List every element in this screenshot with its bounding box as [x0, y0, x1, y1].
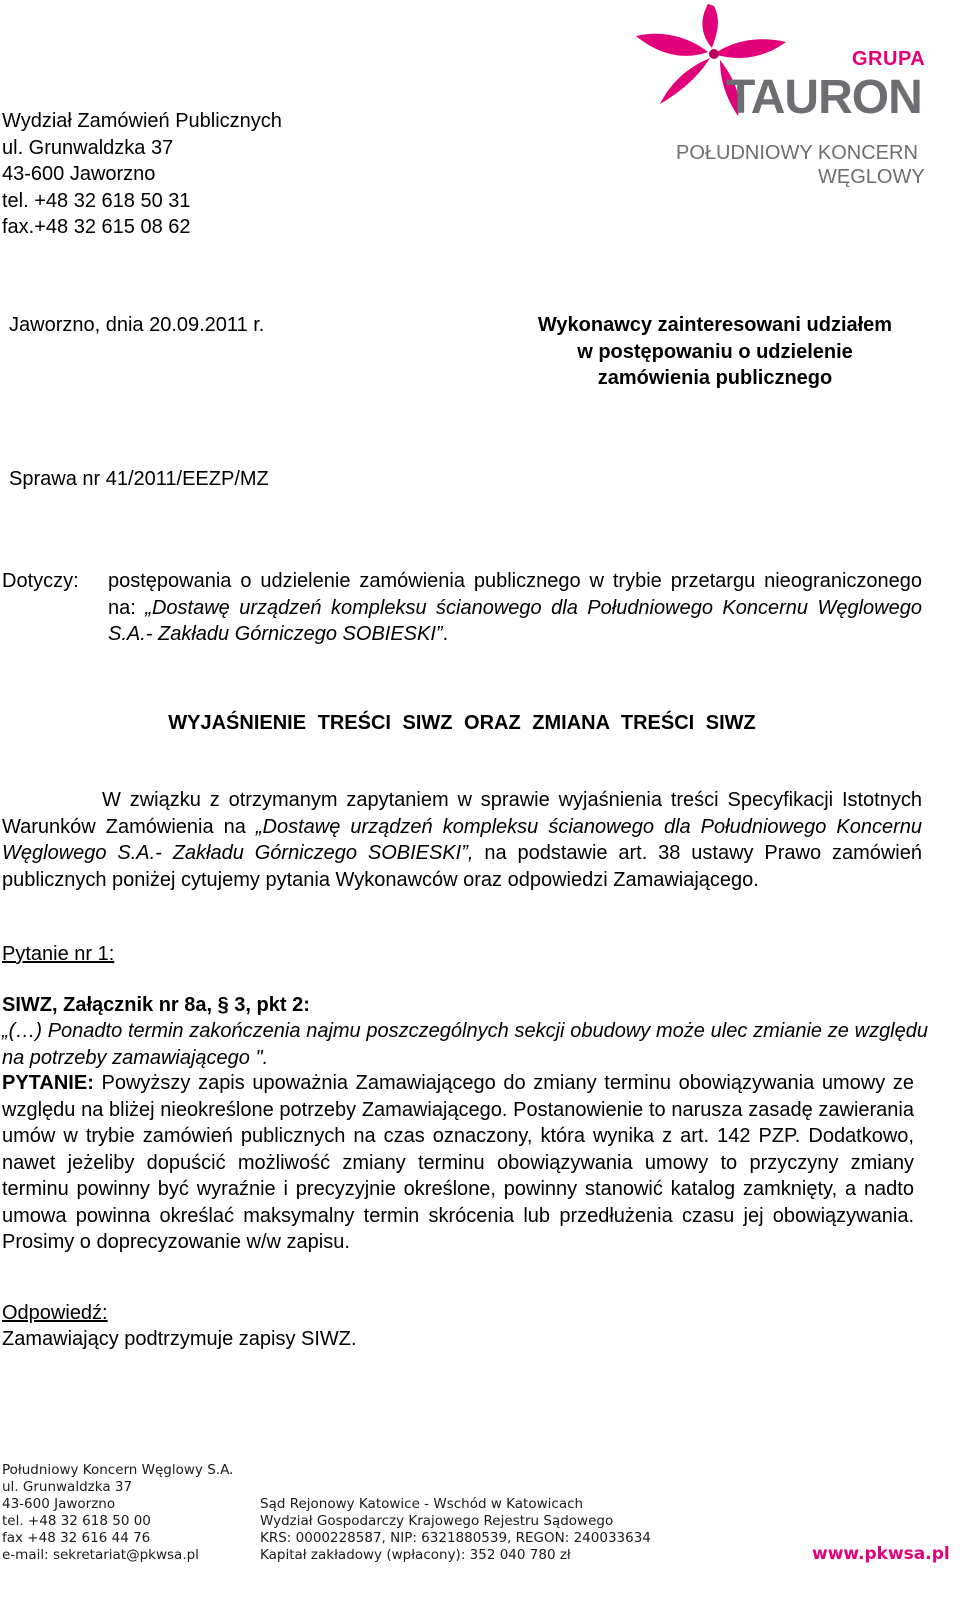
- footer-website-link[interactable]: www.pkwsa.pl: [812, 1544, 950, 1564]
- intro-subject: „Dostawę urządzeń kompleksu ścianowego dla Południowego Koncernu Węglowego S.A.- Zakładu Górniczego SOBIESKI”,: [2, 815, 922, 864]
- question-body: [2, 1070, 914, 1256]
- question-text: Powyższy zapis upoważnia Zamawiającego do zmiany terminu obowiązywania umowy ze względu na bliżej nieokreślone potrzeby Zamawiającego. Postanowienie to narusza zasadę zawierania umów w trybie zamówień publicznych na czas oznaczony, która wynika z art. 142 PZP. Dodatkowo, nawet jeżeliby dopuścić możliwość zmiany terminu obowiązywania umowy to przyczyny zmiany terminu powinny być wyraźnie i precyzyjnie określone, powinny stanowić katalog zamknięty, a nadto umowa powinna określać maksymalny termin skrócenia lub przedłużenia czasu jej obowiązywania. Prosimy o doprecyzowanie w/w zapisu.: [2, 1072, 914, 1253]
- logo-subtitle-line2: WĘGLOWY: [818, 166, 925, 188]
- sender-department: Wydział Zamówień Publicznych: [2, 110, 282, 132]
- footer-company-fax: fax +48 32 616 44 76: [2, 1530, 151, 1546]
- footer-registry-info: [260, 1496, 651, 1564]
- footer-company-city: 43-600 Jaworzno: [2, 1496, 116, 1512]
- addressee-line: zamówienia publicznego: [597, 367, 833, 389]
- question-prefix: PYTANIE:: [2, 1072, 94, 1094]
- addressee-line: w postępowaniu o udzielenie: [577, 340, 853, 363]
- concerns-description: postępowania o udzielenie zamówienia publicznego w trybie przetargu nieograniczonego na:: [108, 570, 922, 619]
- footer-company-street: ul. Grunwaldzka 37: [2, 1479, 133, 1495]
- answer-text: Zamawiający podtrzymuje zapisy SIWZ.: [2, 1328, 357, 1350]
- concerns-text: [108, 568, 922, 648]
- footer-registry-court: Sąd Rejonowy Katowice - Wschód w Katowicach: [260, 1496, 584, 1512]
- document-heading: WYJAŚNIENIE TREŚCI SIWZ ORAZ ZMIANA TREŚCI SIWZ: [168, 712, 756, 734]
- footer-registry-capital: Kapitał zakładowy (wpłacony): 352 040 780 zł: [260, 1547, 571, 1563]
- tauron-logo: [630, 0, 960, 200]
- concerns-end: .: [442, 623, 449, 645]
- intro-paragraph: [2, 787, 922, 893]
- sender-city: 43-600 Jaworzno: [2, 163, 156, 185]
- question-label: Pytanie nr 1:: [2, 943, 115, 965]
- footer-registry-ids: KRS: 0000228587, NIP: 6321880539, REGON: 240033634: [260, 1530, 651, 1546]
- case-number: Sprawa nr 41/2011/EEZP/MZ: [9, 468, 269, 490]
- concerns-label: Dotyczy:: [2, 570, 79, 592]
- footer-company-name: Południowy Koncern Węglowy S.A.: [2, 1462, 234, 1478]
- document-date: Jaworzno, dnia 20.09.2011 r.: [9, 314, 265, 336]
- logo-name: TAURON: [726, 71, 922, 124]
- logo-group-label: GRUPA: [852, 48, 926, 70]
- concerns-subject: „Dostawę urządzeń kompleksu ścianowego dla Południowego Koncernu Węglowego S.A.- Zakładu Górniczego SOBIESKI”: [108, 596, 922, 645]
- footer-company-phone: tel. +48 32 618 50 00: [2, 1513, 151, 1529]
- footer-company-email: e-mail: sekretariat@pkwsa.pl: [2, 1547, 199, 1563]
- addressee-line: Wykonawcy zainteresowani udziałem: [537, 314, 893, 336]
- intro-part1: W związku z otrzymanym zapytaniem w sprawie wyjaśnienia treści Specyfikacji Istotnych Warunków Zamówienia na: [2, 789, 922, 838]
- sender-address: [2, 108, 282, 241]
- footer-company-info: [2, 1462, 233, 1564]
- intro-part2: na podstawie art. 38 ustawy Prawo zamówień publicznych poniżej cytujemy pytania Wykonawców oraz odpowiedzi Zamawiającego.: [2, 842, 922, 891]
- sender-fax: fax.+48 32 615 08 62: [2, 216, 191, 238]
- logo-subtitle-line1: POŁUDNIOWY KONCERN: [676, 142, 918, 164]
- question-reference: SIWZ, Załącznik nr 8a, § 3, pkt 2:: [2, 994, 310, 1016]
- sender-phone: tel. +48 32 618 50 31: [2, 189, 191, 212]
- footer-registry-division: Wydział Gospodarczy Krajowego Rejestru Sądowego: [260, 1513, 614, 1529]
- question-quote: „(…) Ponadto termin zakończenia najmu poszczególnych sekcji obudowy może ulec zmianie ze względu na potrzeby zamawiającego ".: [2, 1020, 928, 1069]
- sender-street: ul. Grunwaldzka 37: [2, 136, 174, 159]
- addressee: [480, 312, 950, 392]
- answer-label: Odpowiedź:: [2, 1302, 108, 1324]
